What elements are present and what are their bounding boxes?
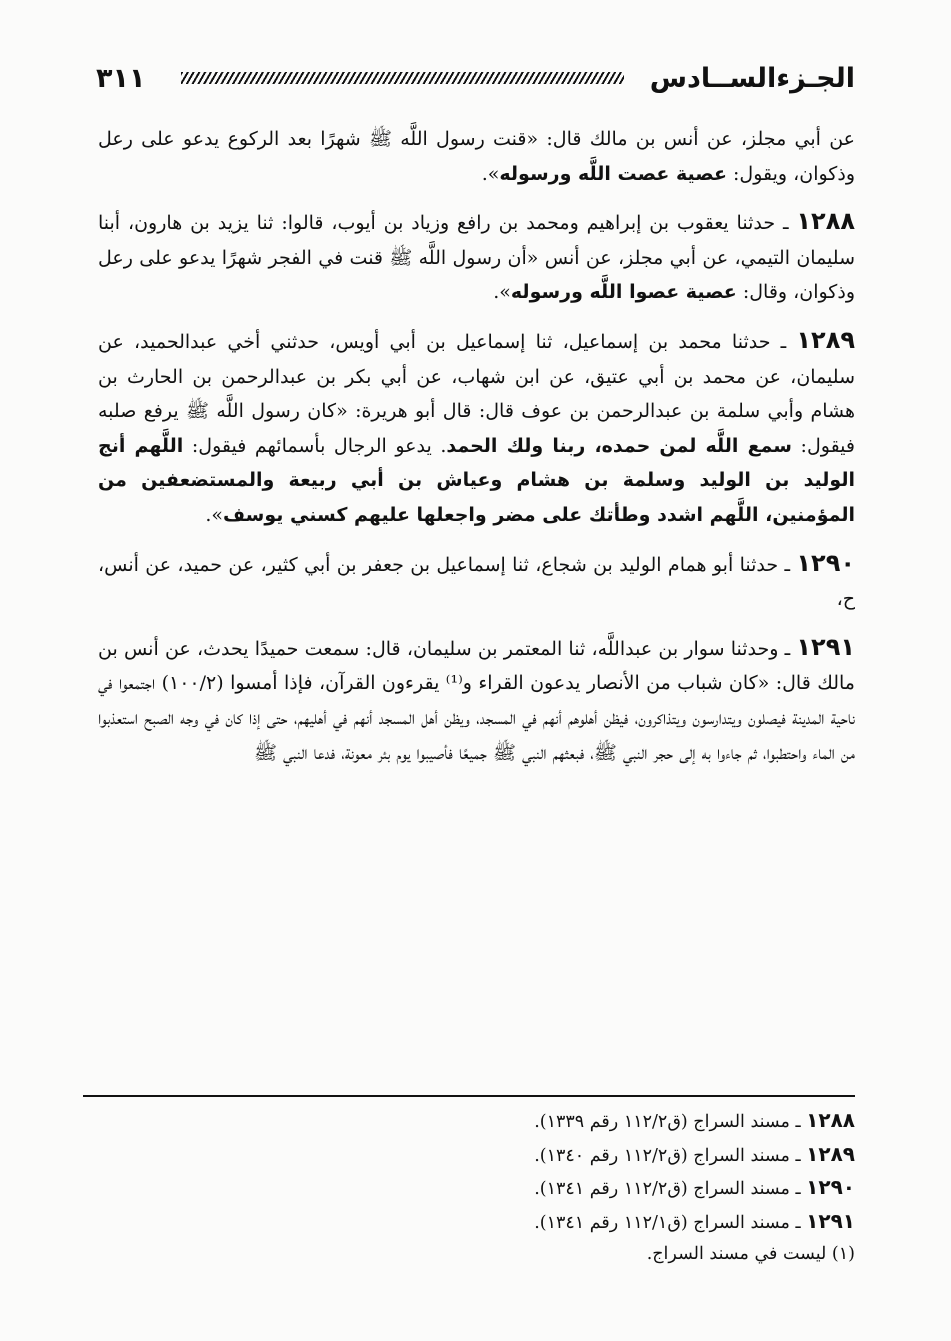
footnote-number: ١٢٩١: [806, 1208, 855, 1233]
hadith-number: ١٢٩٠: [796, 548, 855, 577]
hadith-paragraph: [98, 323, 855, 533]
footnote-line: [96, 1206, 855, 1240]
paragraph-tail: ».: [205, 503, 224, 526]
footnote-line: [96, 1139, 855, 1173]
footnote-line: [96, 1172, 855, 1206]
paragraph-text: ـ حدثنا يعقوب بن إبراهيم ومحمد بن رافع وزياد بن أيوب، قالوا: ثنا يزيد بن هارون، أبنا سليمان التيمي، عن أبي مجلز، عن أنس «أن رسول اللَّه ﷺ قنت في الفجر شهرًا يدعو على رعل وذكوان، وقال:: [98, 212, 855, 304]
footnote-number: ١٢٨٨: [806, 1108, 855, 1132]
page-header: [96, 52, 855, 104]
footnote-text: (١) ليست في مسند السراج.: [646, 1244, 855, 1264]
paragraph-bold-quote: اللَّهم أنج الوليد بن الوليد وسلمة بن هشام وعياش بن أبي ربيعة والمستضعفين من المؤمنين، اللَّهم اشدد وطأتك على مضر واجعلها عليهم كسني يوسف: [98, 434, 855, 526]
footnotes: [96, 1105, 855, 1271]
paragraph-text: ـ وحدثنا سوار بن عبداللَّه، ثنا المعتمر بن سليمان، قال: سمعت حميدًا يحدث، عن أنس بن مالك قال: «كان شباب من الأنصار يدعون القراء و⁽¹⁾ يقرءون القرآن، فإذا أمسوا (١٠٠/٢) اجتمعوا في ناحية المدينة فيصلون ويتدارسون ويتذاكرون، فيظن أهلوهم أنهم في المسجد، ويظن أهل المسجد أنهم في أهليهم، حتى إذا كان في وجه الصبح استعذبوا من الماء واحتطبوا، ثم جاءوا به إلى حجر النبي ﷺ، فبعثهم النبي ﷺ جميعًا فأصيبوا يوم بئر معونة، فدعا النبي ﷺ: [98, 637, 855, 764]
hadith-number: ١٢٩١: [796, 632, 855, 661]
footnote-text: ـ مسند السراج (ق١١٢/٢ رقم ١٣٤١).: [534, 1179, 807, 1199]
footnote-number: ١٢٩٠: [806, 1175, 855, 1199]
paragraph-bold-quote: عصية عصت اللَّه ورسوله: [499, 162, 727, 185]
hadith-paragraph: [98, 546, 855, 617]
paragraph-tail: ».: [493, 281, 511, 304]
hadith-paragraph: [98, 630, 855, 770]
main-text: [98, 122, 855, 783]
footnote-line: [96, 1239, 855, 1271]
hadith-number: ١٢٨٩: [796, 325, 855, 354]
footnote-text: ـ مسند السراج (ق١١٢/٢ رقم ١٣٤٠).: [534, 1145, 807, 1166]
page-number: ٣١١: [96, 62, 146, 94]
header-rule: [181, 72, 623, 84]
paragraph-tail: ».: [481, 162, 500, 185]
footnote-text: ـ مسند السراج (ق١١٢/٢ رقم ١٣٣٩).: [534, 1112, 807, 1132]
footnote-separator: [83, 1095, 855, 1097]
footnote-line: [96, 1105, 855, 1139]
paragraph-bold-quote: سمع اللَّه لمن حمده، ربنا ولك الحمد: [446, 434, 792, 457]
hadith-paragraph: [98, 204, 855, 310]
paragraph-text: عن أبي مجلز، عن أنس بن مالك قال: «قنت رسول اللَّه ﷺ شهرًا بعد الركوع يدعو على رعل وذكوان، ويقول:: [98, 128, 855, 185]
paragraph-text: ـ حدثنا محمد بن إسماعيل، ثنا إسماعيل بن أبي أويس، حدثني أخي عبدالحميد، عن سليمان، عن محمد بن أبي عتيق، عن ابن شهاب، عن أبي بكر بن عبدالرحمن بن الحارث بن هشام وأبي سلمة بن عبدالرحمن بن عوف قال: قال أبو هريرة: «كان رسول اللَّه ﷺ يرفع صلبه فيقول:: [98, 330, 855, 457]
footnote-number: ١٢٨٩: [806, 1141, 855, 1166]
paragraph-continuation: [98, 122, 855, 191]
running-title: الجـزءالســادس: [649, 62, 855, 94]
paragraph-bold-quote: عصية عصوا اللَّه ورسوله: [510, 281, 737, 304]
hadith-number: ١٢٨٨: [796, 207, 855, 236]
paragraph-text: . يدعو الرجال بأسمائهم فيقول:: [183, 434, 447, 457]
footnote-text: ـ مسند السراج (ق١١٢/١ رقم ١٣٤١).: [534, 1212, 807, 1233]
paragraph-text: ـ حدثنا أبو همام الوليد بن شجاع، ثنا إسماعيل بن جعفر بن أبي كثير، عن حميد، عن أنس، ح،: [98, 553, 855, 611]
